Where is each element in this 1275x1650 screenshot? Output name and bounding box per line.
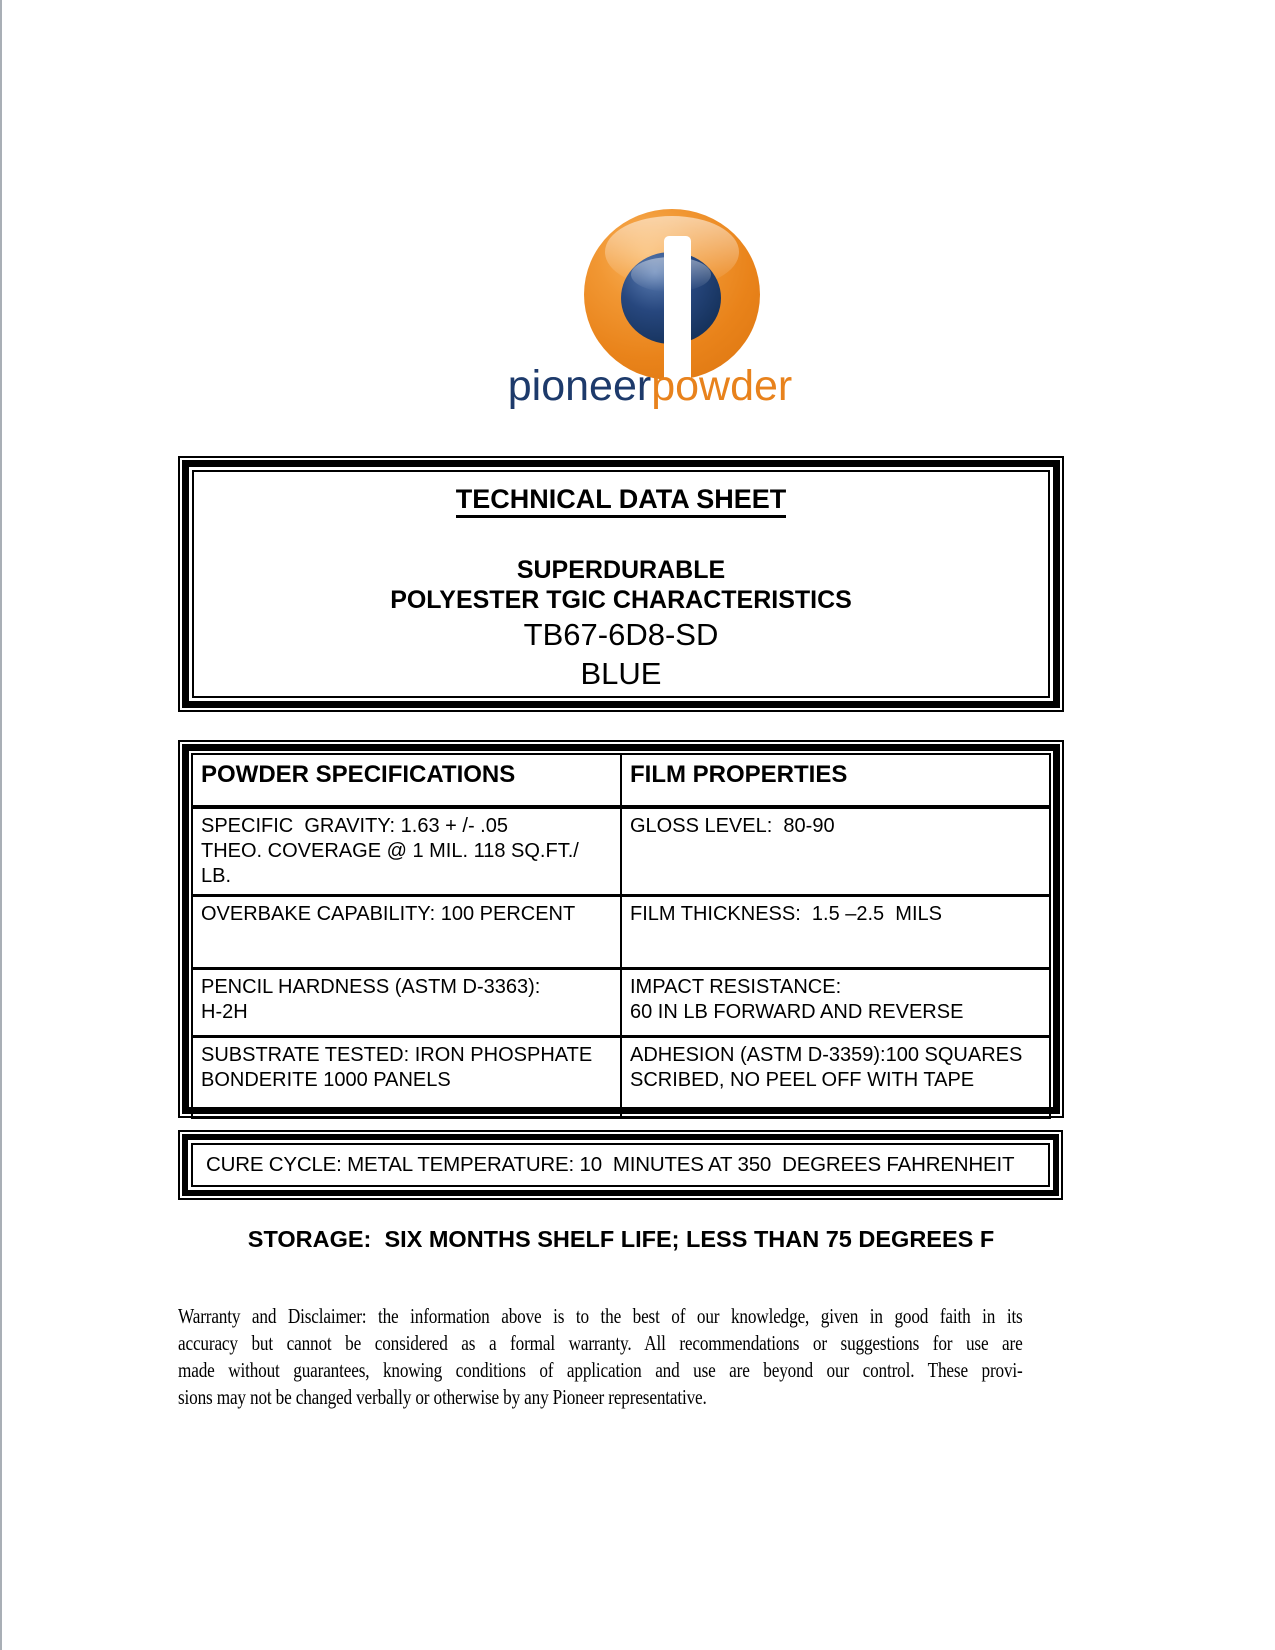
spec-table-header-row	[192, 754, 1050, 807]
table-row	[192, 969, 1050, 1037]
table-row	[192, 1037, 1050, 1118]
cell-line: IMPACT RESISTANCE:	[630, 976, 842, 998]
cell-line: THEO. COVERAGE @ 1 MIL. 118 SQ.FT./ LB.	[201, 840, 585, 887]
logo-white-bar	[664, 236, 691, 383]
cell-line: PENCIL HARDNESS (ASTM D-3363):	[201, 976, 541, 998]
cell-line: 60 IN LB FORWARD AND REVERSE	[630, 1001, 964, 1023]
table-row	[192, 807, 1050, 896]
table-row	[192, 896, 1050, 969]
brand-name-powder: powder	[651, 362, 793, 410]
cell-film-thickness	[621, 896, 1050, 969]
cell-specific-gravity	[192, 807, 621, 896]
brand-wordmark	[440, 362, 860, 411]
product-code: TB67-6D8-SD	[523, 617, 719, 652]
pioneer-powder-logo-icon	[584, 209, 760, 380]
cell-substrate-tested	[192, 1037, 621, 1118]
cure-cycle-text: CURE CYCLE: METAL TEMPERATURE: 10 MINUTES AT 350 DEGREES FAHRENHEIT	[206, 1153, 1015, 1176]
cell-gloss-level	[621, 807, 1050, 896]
cell-line: SCRIBED, NO PEEL OFF WITH TAPE	[630, 1069, 975, 1091]
cure-cycle-box	[178, 1130, 1063, 1200]
warranty-line: accuracy but cannot be considered as a formal warranty. All recommendations or suggestions for use are	[178, 1331, 1023, 1355]
title-box	[178, 456, 1064, 712]
warranty-line: Warranty and Disclaimer: the information above is to the best of our knowledge, given in good faith in its	[178, 1304, 1023, 1328]
subtitle-polyester-tgic: POLYESTER TGIC CHARACTERISTICS	[390, 586, 852, 614]
cell-line: H-2H	[201, 1001, 248, 1023]
subtitle-superdurable: SUPERDURABLE	[516, 556, 726, 584]
column-header-powder-specifications: POWDER SPECIFICATIONS	[192, 754, 621, 807]
cell-overbake-capability	[192, 896, 621, 969]
warranty-line: sions may not be changed verbally or otherwise by any Pioneer representative.	[178, 1385, 707, 1409]
document-title: TECHNICAL DATA SHEET	[194, 484, 1048, 515]
cell-line: SUBSTRATE TESTED: IRON PHOSPHATE	[201, 1044, 593, 1066]
cell-adhesion	[621, 1037, 1050, 1118]
brand-name-pioneer: pioneer	[507, 362, 652, 410]
warranty-disclaimer	[178, 1303, 1023, 1411]
cell-line: OVERBAKE CAPABILITY: 100 PERCENT	[201, 903, 576, 925]
cell-line: ADHESION (ASTM D-3359):100 SQUARES	[630, 1044, 1023, 1066]
page-edge-line	[0, 0, 2, 1650]
cell-line: FILM THICKNESS: 1.5 –2.5 MILS	[630, 903, 942, 925]
spec-table	[191, 753, 1051, 1119]
cell-pencil-hardness	[192, 969, 621, 1037]
product-color: BLUE	[580, 656, 662, 691]
spec-table-box	[178, 740, 1064, 1118]
cell-line: BONDERITE 1000 PANELS	[201, 1069, 451, 1091]
warranty-line: made without guarantees, knowing conditions of application and use are beyond our control. These provi-	[178, 1358, 1023, 1382]
cell-impact-resistance	[621, 969, 1050, 1037]
column-header-film-properties: FILM PROPERTIES	[621, 754, 1050, 807]
cell-line: GLOSS LEVEL: 80-90	[630, 815, 835, 837]
cell-line: SPECIFIC GRAVITY: 1.63 + /- .05	[201, 815, 508, 837]
storage-note: STORAGE: SIX MONTHS SHELF LIFE; LESS THAN 75 DEGREES F	[247, 1226, 995, 1252]
